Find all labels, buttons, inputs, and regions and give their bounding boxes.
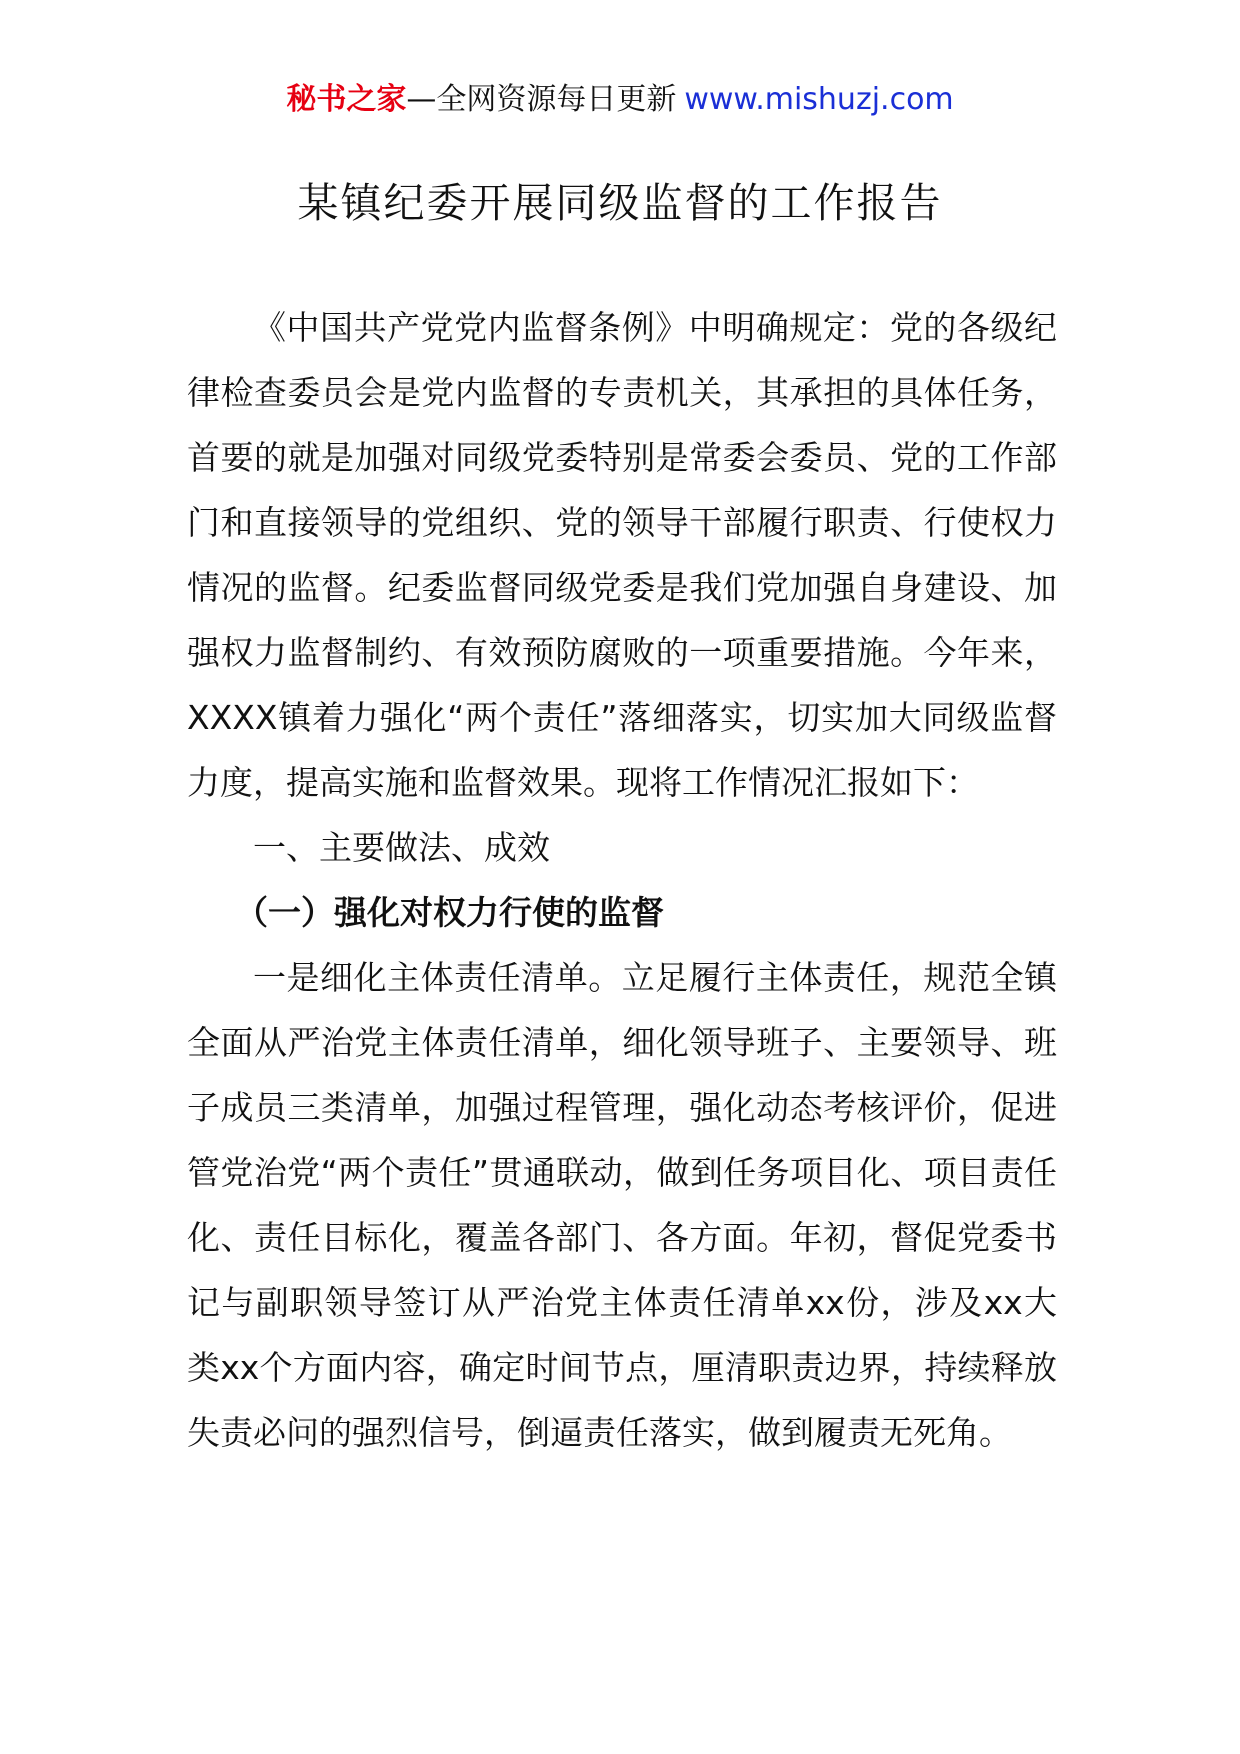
site-url-link[interactable]: www.mishuzj.com xyxy=(684,82,954,117)
site-header xyxy=(0,82,1240,118)
section-heading: 一、主要做法、成效 xyxy=(253,828,550,867)
site-tagline: —全网资源每日更新 xyxy=(406,82,677,117)
body-paragraph: 一是细化主体责任清单。立足履行主体责任，规范全镇全面从严治党主体责任清单，细化领导班子、主要领导、班子成员三类清单，加强过程管理，强化动态考核评价，促进管党治党“两个责任”贯通联动，做到任务项目化、项目责任化、责任目标化，覆盖各部门、各方面。年初，督促党委书记与副职领导签订从严治党主体责任清单xx份，涉及xx大类xx个方面内容，确定时间节点，厘清职责边界，持续释放失责必问的强烈信号，倒逼责任落实，做到履责无死角。 xyxy=(187,958,1057,1452)
document-title: 某镇纪委开展同级监督的工作报告 xyxy=(297,179,943,227)
intro-paragraph: 《中国共产党党内监督条例》中明确规定：党的各级纪律检查委员会是党内监督的专责机关，其承担的具体任务，首要的就是加强对同级党委特别是常委会委员、党的工作部门和直接领导的党组织、党的领导干部履行职责、行使权力情况的监督。纪委监督同级党委是我们党加强自身建设、加强权力监督制约、有效预防腐败的一项重要措施。今年来，XXXX镇着力强化“两个责任”落细落实，切实加大同级监督力度，提高实施和监督效果。现将工作情况汇报如下： xyxy=(187,308,1057,802)
brand-name: 秘书之家 xyxy=(286,82,407,117)
subsection-heading: （一）强化对权力行使的监督 xyxy=(235,893,664,932)
document-body xyxy=(187,295,1057,1465)
